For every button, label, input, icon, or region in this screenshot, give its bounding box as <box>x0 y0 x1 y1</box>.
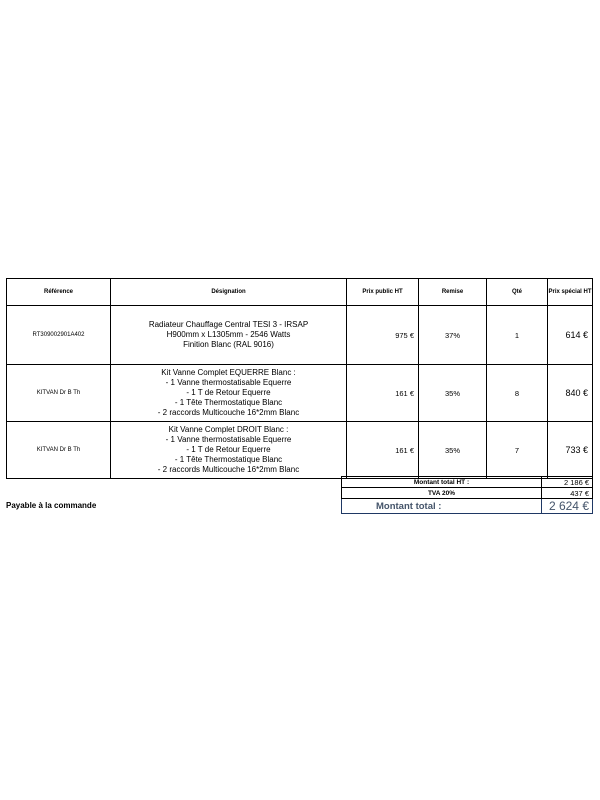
row-prix-public: 975 € <box>347 306 419 365</box>
row-remise: 35% <box>419 365 487 422</box>
table-header-row <box>7 279 593 306</box>
payment-terms: Payable à la commande <box>6 501 97 510</box>
designation-line: - 2 raccords Multicouche 16*2mm Blanc <box>157 408 300 417</box>
row-prix-special: 840 € <box>548 365 593 422</box>
row-designation <box>111 365 347 422</box>
row-remise: 37% <box>419 306 487 365</box>
row-prix-public: 161 € <box>347 365 419 422</box>
table-row <box>7 422 593 479</box>
header-prix-public: Prix public HT <box>347 279 419 306</box>
designation-line: - 1 T de Retour Equerre <box>186 445 271 454</box>
tva-label: TVA 20% <box>342 488 542 499</box>
row-designation <box>111 422 347 479</box>
header-qte: Qté <box>487 279 548 306</box>
row-prix-special: 733 € <box>548 422 593 479</box>
designation-line: - 1 Vanne thermostatisable Equerre <box>165 435 292 444</box>
grand-total-label: Montant total : <box>342 499 542 514</box>
designation-line: - 1 Tête Thermostatique Blanc <box>174 455 283 464</box>
designation-line: Kit Vanne Complet EQUERRE Blanc : <box>161 368 296 377</box>
designation-line: - 2 raccords Multicouche 16*2mm Blanc <box>157 465 300 474</box>
header-reference: Référence <box>7 279 111 306</box>
row-reference: RT309002901A402 <box>7 306 111 365</box>
row-qte: 1 <box>487 306 548 365</box>
table-row <box>7 306 593 365</box>
row-remise: 35% <box>419 422 487 479</box>
tva-value: 437 € <box>542 488 593 499</box>
designation-line: - 1 Tête Thermostatique Blanc <box>174 398 283 407</box>
header-prix-special: Prix spécial HT <box>548 279 593 306</box>
quote-table <box>6 278 593 479</box>
row-reference: KITVAN Dr B Th <box>7 365 111 422</box>
designation-line: H900mm x L1305mm - 2546 Watts <box>166 330 291 339</box>
grand-total-row <box>342 499 593 514</box>
designation-line: Kit Vanne Complet DROIT Blanc : <box>168 425 289 434</box>
header-designation: Désignation <box>111 279 347 306</box>
tva-row <box>342 488 593 499</box>
designation-line: - 1 T de Retour Equerre <box>186 388 271 397</box>
row-qte: 8 <box>487 365 548 422</box>
total-ht-label: Montant total HT : <box>342 477 542 488</box>
total-ht-value: 2 186 € <box>542 477 593 488</box>
designation-line: Finition Blanc (RAL 9016) <box>183 340 274 349</box>
row-reference: KITVAN Dr B Th <box>7 422 111 479</box>
header-remise: Remise <box>419 279 487 306</box>
row-qte: 7 <box>487 422 548 479</box>
row-prix-public: 161 € <box>347 422 419 479</box>
row-designation <box>111 306 347 365</box>
grand-total-value: 2 624 € <box>542 499 593 514</box>
designation-line: Radiateur Chauffage Central TESI 3 - IRSAP <box>148 320 309 329</box>
total-ht-row <box>342 477 593 488</box>
row-prix-special: 614 € <box>548 306 593 365</box>
table-row <box>7 365 593 422</box>
designation-line: - 1 Vanne thermostatisable Equerre <box>165 378 292 387</box>
totals-table <box>341 476 593 514</box>
